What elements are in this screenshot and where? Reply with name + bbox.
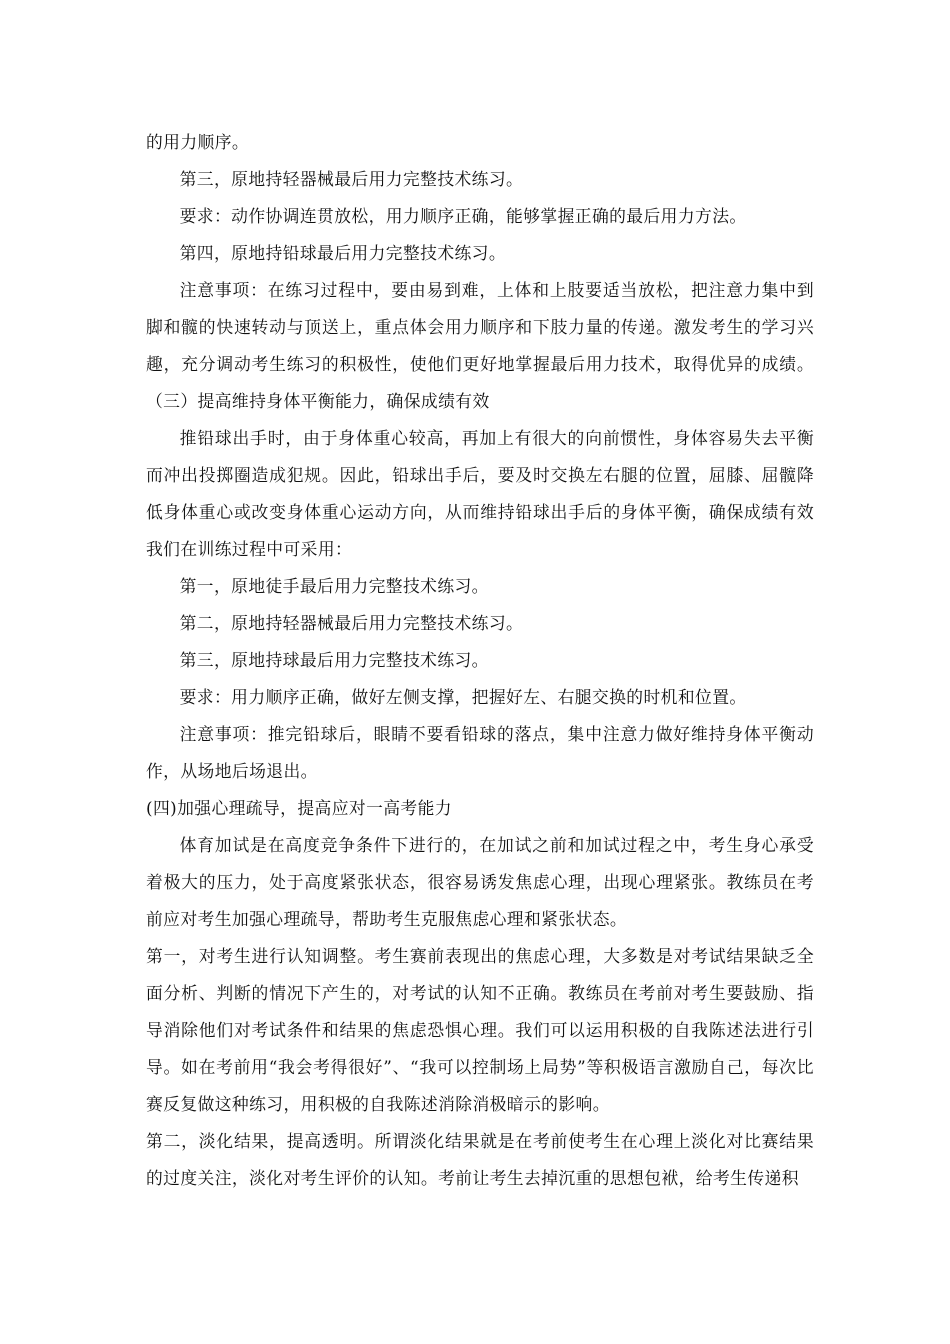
paragraph: 第二，淡化结果，提高透明。所谓淡化结果就是在考前使考生在心理上淡化对比赛结果的过度关注，淡化对考生评价的认知。考前让考生去掉沉重的思想包袱，给考生传递积 [146, 1131, 814, 1188]
paragraph: 要求：用力顺序正确，做好左侧支撑，把握好左、右腿交换的时机和位置。 [179, 687, 747, 707]
paragraph: 要求：动作协调连贯放松，用力顺序正确，能够掌握正确的最后用力方法。 [179, 206, 747, 226]
paragraph: 第三，原地持球最后用力完整技术练习。 [179, 650, 489, 670]
paragraph: 第一，原地徒手最后用力完整技术练习。 [179, 576, 489, 596]
paragraph: 第三，原地持轻器械最后用力完整技术练习。 [179, 169, 524, 189]
paragraph: 第一，对考生进行认知调整。考生赛前表现出的焦虑心理，大多数是对考试结果缺乏全面分析、判断的情况下产生的，对考试的认知不正确。教练员在考前对考生要鼓励、指导消除他们对考试条件和结果的焦虑恐惧心理。我们可以运用积极的自我陈述法进行引导。如在考前用“我会考得很好”、“我可以控制场上局势”等积极语言激励自己，每次比赛反复做这种练习，用积极的自我陈述消除消极暗示的影响。 [146, 946, 814, 1114]
paragraph: 第四，原地持铅球最后用力完整技术练习。 [179, 243, 507, 263]
paragraph: 体育加试是在高度竞争条件下进行的，在加试之前和加试过程之中，考生身心承受着极大的压力，处于高度紧张状态，很容易诱发焦虑心理，出现心理紧张。教练员在考前应对考生加强心理疏导，帮助考生克服焦虑心理和紧张状态。 [146, 835, 814, 929]
paragraph: 第二，原地持轻器械最后用力完整技术练习。 [179, 613, 524, 633]
document-page [146, 124, 814, 1197]
section-heading: (四)加强心理疏导，提高应对一高考能力 [146, 798, 452, 818]
paragraph: 注意事项：推完铅球后，眼睛不要看铅球的落点，集中注意力做好维持身体平衡动作，从场地后场退出。 [146, 724, 814, 781]
paragraph: 注意事项：在练习过程中，要由易到难，上体和上肢要适当放松，把注意力集中到脚和髋的快速转动与顶送上，重点体会用力顺序和下肢力量的传递。激发考生的学习兴趣，充分调动考生练习的积极性，使他们更好地掌握最后用力技术，取得优异的成绩。（三）提高维持身体平衡能力，确保成绩有效 [146, 280, 814, 411]
paragraph: 推铅球出手时，由于身体重心较高，再加上有很大的向前惯性，身体容易失去平衡而冲出投掷圈造成犯规。因此，铅球出手后，要及时交换左右腿的位置，屈膝、屈髋降低身体重心或改变身体重心运动方向，从而维持铅球出手后的身体平衡，确保成绩有效我们在训练过程中可采用： [146, 428, 814, 559]
paragraph: 的用力顺序。 [146, 132, 250, 152]
